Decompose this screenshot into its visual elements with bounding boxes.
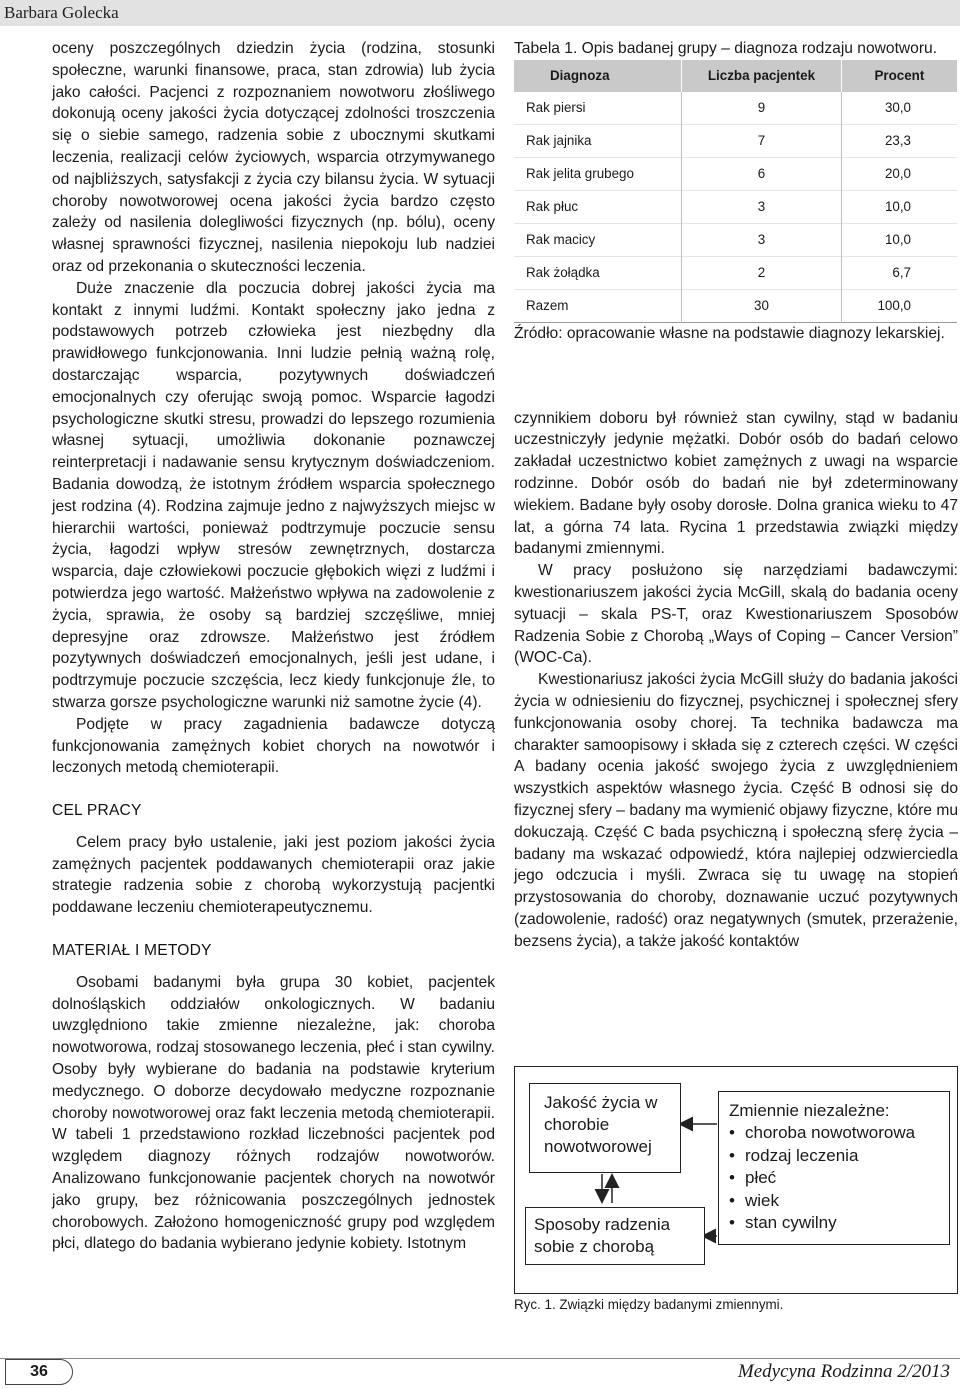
quality-of-life-label: Jakość życia w chorobie nowotworowej <box>544 1093 658 1156</box>
diagnosis-cell: Rak płuc <box>514 190 682 223</box>
table-row <box>514 124 957 157</box>
diagnosis-cell: Razem <box>514 289 682 322</box>
quality-of-life-box <box>529 1083 681 1173</box>
column-header: Liczba pacjentek <box>682 60 842 92</box>
table-row <box>514 190 957 223</box>
independent-variables-box <box>718 1091 950 1245</box>
heading-cel-pracy: CEL PRACY <box>52 802 142 820</box>
mcgill-paragraph: Kwestionariusz jakości życia McGill służy do badania jakości życia w odniesieniu do fizycznej, psychicznej i społecznej sfery funkcjonowania osoby chorej. Ta technika badawcza ma charakter samoopisowy i składa się z czterech części. W części A badany ocenia jakość swojego życia z uwzględnieniem wszystkich aspektów własnego życia. Część B odnosi się do fizycznej sfery – badany ma wymienić objawy fizyczne, które mu dokuczają. Część C bada psychiczną i społeczną sferę życia – badany ma wskazać odpowiedź, która najlepiej odzwierciedla jego odczucia i myśli. Zwraca się tu uwagę na stopień przystosowania do choroby, doznawanie uczuć pozytywnych (zadowolenie, radość) oraz negatywnych (smutek, przerażenie, bezsens życia), a także jakość kontaktów <box>514 671 958 950</box>
variables-diagram <box>514 1066 958 1294</box>
diagnosis-cell: Rak piersi <box>526 100 586 116</box>
count-cell: 3 <box>682 223 842 256</box>
count-cell: 2 <box>682 256 842 289</box>
coping-label: Sposoby radzenia sobie z chorobą <box>534 1215 671 1256</box>
diagnosis-cell: Rak macicy <box>514 223 682 256</box>
percent-cell: 30,0 <box>841 92 957 125</box>
right-column <box>514 38 958 953</box>
count-cell: 6 <box>682 157 842 190</box>
variable-item: • płeć <box>729 1167 939 1190</box>
diagnosis-cell: Rak jajnika <box>514 124 682 157</box>
percent-cell: 100,0 <box>841 289 957 322</box>
table-header-row <box>514 60 957 92</box>
percent-cell: 23,3 <box>841 124 957 157</box>
column-header: Diagnoza <box>514 60 682 92</box>
diagnosis-cell: Rak żołądka <box>514 256 682 289</box>
percent-cell: 20,0 <box>841 157 957 190</box>
column-header: Procent <box>841 60 957 92</box>
intro-paragraph: oceny poszczególnych dziedzin życia (rodzina, stosunki społeczne, warunki finansowe, praca, stan zdrowia) lub życia jako całości. Pacjenci z rozpoznaniem nowotworu złośliwego dokonują oceny jakości życia dotyczącej zdolności troszczenia się o siebie samego, radzenia sobie z ubocznymi skutkami leczenia, realizacji celów życiowych, wsparcia otrzymywanego od najbliższych, satysfakcji z życia czy bilansu życia. W sytuacji choroby nowotworowej ocena jakości życia bardzo często zależy od nasilenia dolegliwości fizycznych (np. bólu), oceny własnej sprawności fizycznej, nasilenia niepokoju lub nadziei oraz od przekonania o skuteczności leczenia. <box>52 40 495 275</box>
social-contact-paragraph: Duże znaczenie dla poczucia dobrej jakości życia ma kontakt z innymi ludźmi. Kontakt społeczny jako jedna z podstawowych potrzeb człowieka jest niezbędny dla prawidłowego funkcjonowania. Inni ludzie pełnią ważną rolę, dostarczając wsparcia, pozytywnych doświadczeń emocjonalnych czy oferując swoją pomoc. Wsparcie łagodzi psychologiczne skutki stresu, prowadzi do lepszego rozumienia własnej sytuacji, umożliwia dokonanie poznawczej reinterpretacji i nadawanie sensu krytycznym doświadczeniom. Badania dowodzą, że istotnym źródłem wsparcia społecznego jest rodzina (4). Rodzina zajmuje jedno z najwyższych miejsc w hierarchii wartości, ponieważ podtrzymuje poczucie sensu życia, łagodzi wpływ stresów zewnętrznych, dostarcza wsparcia, daje człowiekowi poczucie głębokich więzi z ludźmi i potwierdza jego wartość. Małżeństwo wpływa na zadowolenie z życia, sprawia, że osoby są bardziej szczęśliwe, mniej depresyjne oraz zdrowsze. Małżeństwo jest źródłem pozytywnych doświadczeń emocjonalnych, jeśli jest udane, i podtrzymuje poczucie szczęścia, lecz kiedy funkcjonuje źle, to stwarza gorsze psychologiczne warunki niż samotne życie (4). <box>52 279 495 711</box>
variable-item: • rodzaj leczenia <box>729 1145 939 1168</box>
coping-box <box>525 1207 705 1265</box>
author-name: Barbara Golecka <box>4 3 119 22</box>
table-row <box>514 223 957 256</box>
percent-cell: 10,0 <box>841 190 957 223</box>
count-cell: 9 <box>682 92 842 125</box>
sample-selection-paragraph: czynnikiem doboru był również stan cywilny, stąd w badaniu uczestniczyły jedynie mężatki. Dobór osób do badań celowo zakładał uczestnictwo kobiet zamężnych z uwagi na wsparcie rodzinne. Dobór osób do badań nie był zdeterminowany wiekiem. Badane były osoby dorosłe. Dolna granica wieku to 47 lat, a górna 74 lata. Rycina 1 przedstawia związki między badanymi zmiennymi. <box>514 409 958 558</box>
table-row <box>514 256 957 289</box>
variables-title: Zmiennie niezależne: <box>729 1101 890 1120</box>
cel-pracy-paragraph: Celem pracy było ustalenie, jaki jest poziom jakości życia zamężnych pacjentek poddawanych chemioterapii oraz jakie strategie radzenia sobie z chorobą wykorzystują pacjentki poddawane leczeniu chemioterapeutycznemu. <box>52 833 495 917</box>
journal-name: Medycyna Rodzinna 2/2013 <box>737 1361 950 1382</box>
figure-caption: Ryc. 1. Związki między badanymi zmiennymi. <box>514 1297 784 1312</box>
table-caption: Tabela 1. Opis badanej grupy – diagnoza rodzaju nowotworu. <box>514 40 938 57</box>
diagnosis-cell: Rak jelita grubego <box>514 157 682 190</box>
variable-item: • wiek <box>729 1190 939 1213</box>
metody-paragraph: Osobami badanymi była grupa 30 kobiet, pacjentek dolnośląskich oddziałów onkologicznych. W badaniu uwzględniono takie zmienne niezależne, jak: choroba nowotworowa, rodzaj stosowanego leczenia, płeć i stan cywilny. Osoby były wybierane do badania na podstawie kryterium medycznego. O doborze decydowało medyczne rozpoznanie choroby nowotworowej oraz fakt leczenia metodą chemioterapii. W tabeli 1 przedstawiono rozkład liczebności pacjentek pod względem diagnozy różnych rodzajów nowotworów. Analizowano funkcjonowanie pacjentek chorych na nowotwór jako grupy, bez różnicowania poszczególnych jednostek chorobowych. Założono homogeniczność grupy pod względem płci, dlatego do badania wybierano jedynie kobiety. Istotnym <box>52 973 495 1253</box>
table-row <box>514 157 957 190</box>
diagnosis-table <box>514 60 957 323</box>
table-source: Źródło: opracowanie własne na podstawie diagnozy lekarskiej. <box>514 324 945 342</box>
research-topic-paragraph: Podjęte w pracy zagadnienia badawcze dotyczą funkcjonowania zamężnych kobiet chorych na nowotwór i leczonych metodą chemioterapii. <box>52 715 495 777</box>
heading-material-metody: MATERIAŁ I METODY <box>52 942 212 960</box>
count-cell: 7 <box>682 124 842 157</box>
table-total-row <box>514 289 957 322</box>
left-column <box>52 38 495 1255</box>
research-tools-paragraph: W pracy posłużono się narzędziami badawczymi: kwestionariuszem jakości życia McGill, skalą do badania oceny sytuacji – skala PS-T, oraz Kwestionariuszem Sposobów Radzenia Sobie z Chorobą „Ways of Coping – Cancer Version” (WOC-Ca). <box>514 562 958 667</box>
variable-item: • choroba nowotworowa <box>729 1122 939 1145</box>
table-row <box>514 92 957 125</box>
variable-item: • stan cywilny <box>729 1212 939 1235</box>
running-header <box>0 0 960 26</box>
percent-cell: 10,0 <box>841 223 957 256</box>
count-cell: 30 <box>682 289 842 322</box>
percent-cell: 6,7 <box>841 256 957 289</box>
variables-list <box>729 1122 939 1235</box>
page-number: 36 <box>5 1359 73 1385</box>
count-cell: 3 <box>682 190 842 223</box>
